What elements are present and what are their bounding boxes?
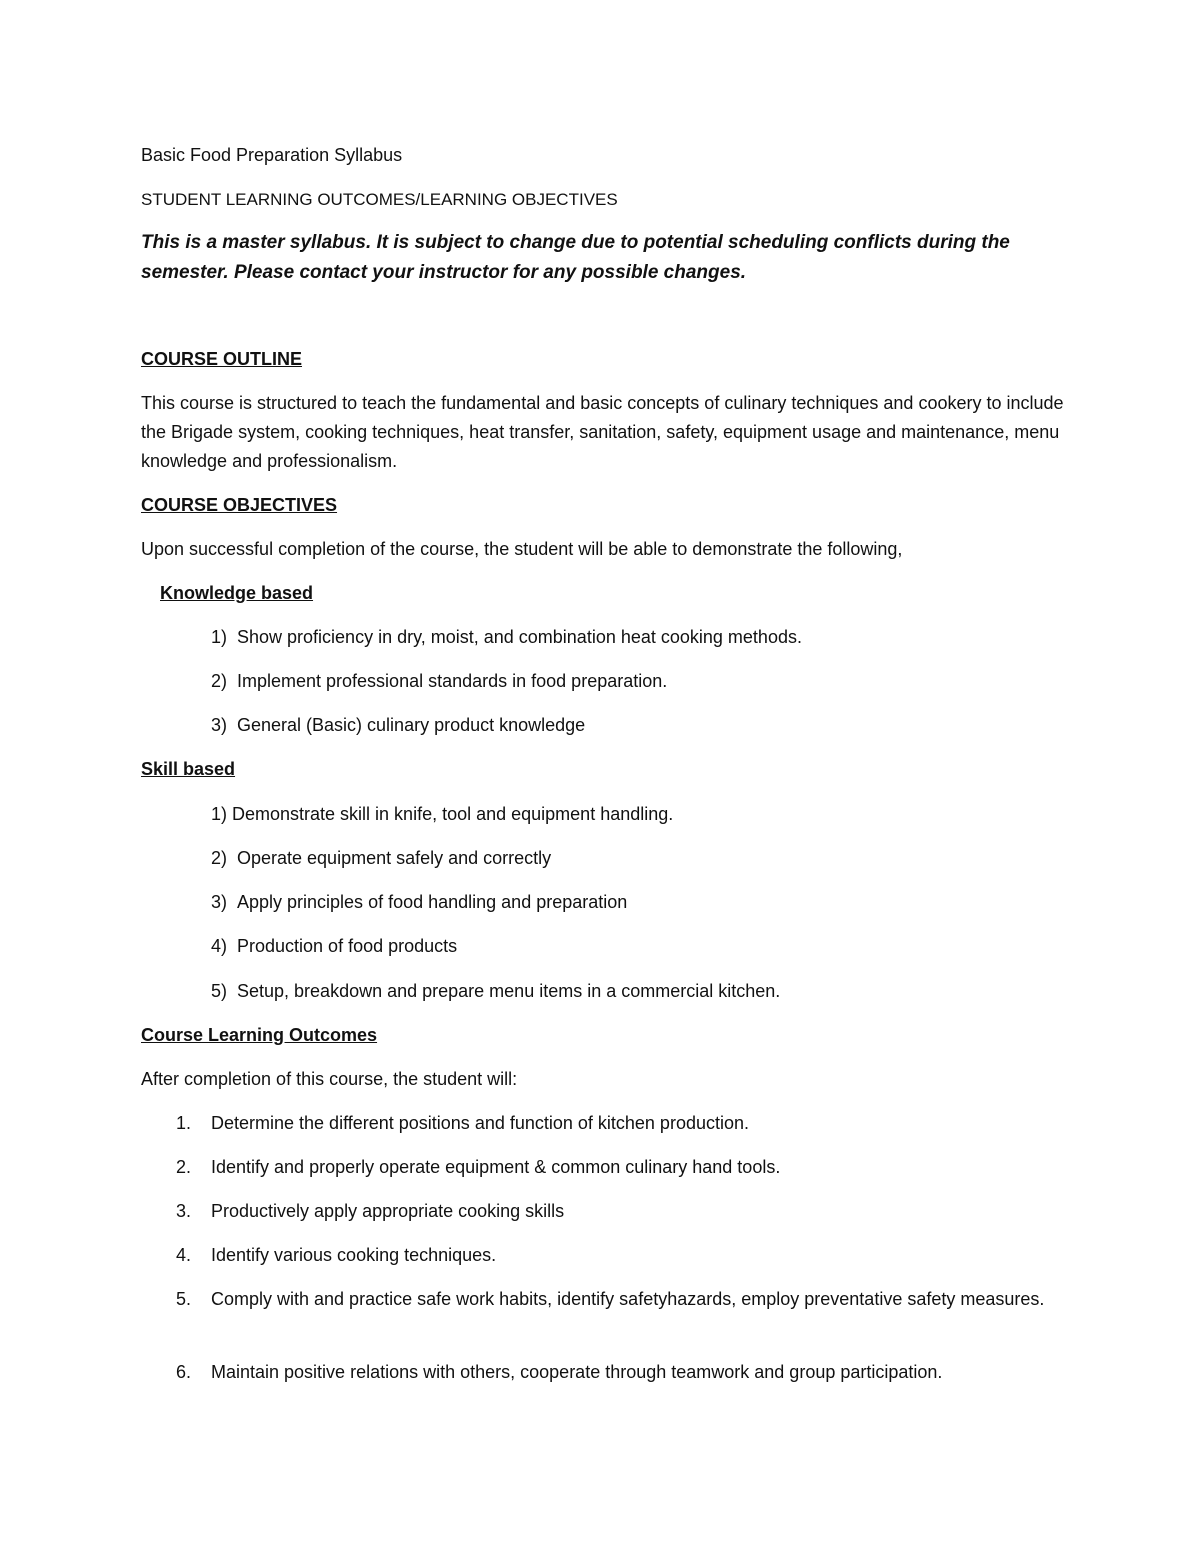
list-item-number: 5): [211, 981, 228, 1001]
list-item: Setup, breakdown and prepare menu items in a commercial kitchen.: [237, 981, 781, 1001]
learning-outcomes-heading: Course Learning Outcomes: [141, 1025, 378, 1045]
list-item-number: 3.: [176, 1201, 192, 1221]
course-outline-body: This course is structured to teach the fundamental and basic concepts of culinary techniques and cookery to include the Brigade system, cooking techniques, heat transfer, sanitation, safety, equipment usage and maintenance, menu knowledge and professionalism.: [141, 393, 1064, 471]
list-item: Comply with and practice safe work habits, identify safetyhazards, employ preventative safety measures.: [211, 1289, 1045, 1309]
list-item-number: 4.: [176, 1245, 192, 1265]
list-item-number: 1): [211, 627, 228, 647]
learning-outcomes-intro: After completion of this course, the student will:: [141, 1069, 518, 1089]
list-item-number: 3): [211, 715, 228, 735]
list-item-number: 2): [211, 671, 228, 691]
list-item-number: 5.: [176, 1289, 192, 1309]
list-item: Show proficiency in dry, moist, and combination heat cooking methods.: [237, 627, 802, 647]
list-item: Operate equipment safely and correctly: [237, 848, 552, 868]
list-item: Determine the different positions and function of kitchen production.: [211, 1113, 749, 1133]
list-item-number: 1.: [176, 1113, 192, 1133]
list-item: Production of food products: [237, 936, 458, 956]
course-objectives-intro: Upon successful completion of the course, the student will be able to demonstrate the following,: [141, 539, 903, 559]
course-outline-heading: COURSE OUTLINE: [141, 349, 303, 369]
list-item: Identify and properly operate equipment & common culinary hand tools.: [211, 1157, 781, 1177]
list-item-number: 4): [211, 936, 228, 956]
list-item-number: 1): [211, 804, 228, 824]
course-objectives-heading: COURSE OBJECTIVES: [141, 495, 338, 515]
list-item: Productively apply appropriate cooking skills: [211, 1201, 565, 1221]
list-item-number: 2): [211, 848, 228, 868]
list-item: Maintain positive relations with others, cooperate through teamwork and group participation.: [211, 1362, 943, 1382]
list-item: Apply principles of food handling and preparation: [237, 892, 628, 912]
list-item-number: 3): [211, 892, 228, 912]
document-title: Basic Food Preparation Syllabus: [141, 145, 403, 165]
skill-based-heading: Skill based: [141, 759, 236, 779]
knowledge-based-heading: Knowledge based: [160, 583, 314, 603]
document-subtitle: STUDENT LEARNING OUTCOMES/LEARNING OBJECTIVES: [141, 190, 618, 209]
list-item: Implement professional standards in food preparation.: [237, 671, 668, 691]
master-syllabus-notice: This is a master syllabus. It is subject to change due to potential scheduling conflicts during the semester. Please contact your instructor for any possible changes.: [141, 232, 1010, 283]
list-item-number: 2.: [176, 1157, 192, 1177]
list-item: Demonstrate skill in knife, tool and equipment handling.: [232, 804, 674, 824]
list-item-number: 6.: [176, 1362, 192, 1382]
list-item: Identify various cooking techniques.: [211, 1245, 497, 1265]
list-item: General (Basic) culinary product knowledge: [237, 715, 586, 735]
